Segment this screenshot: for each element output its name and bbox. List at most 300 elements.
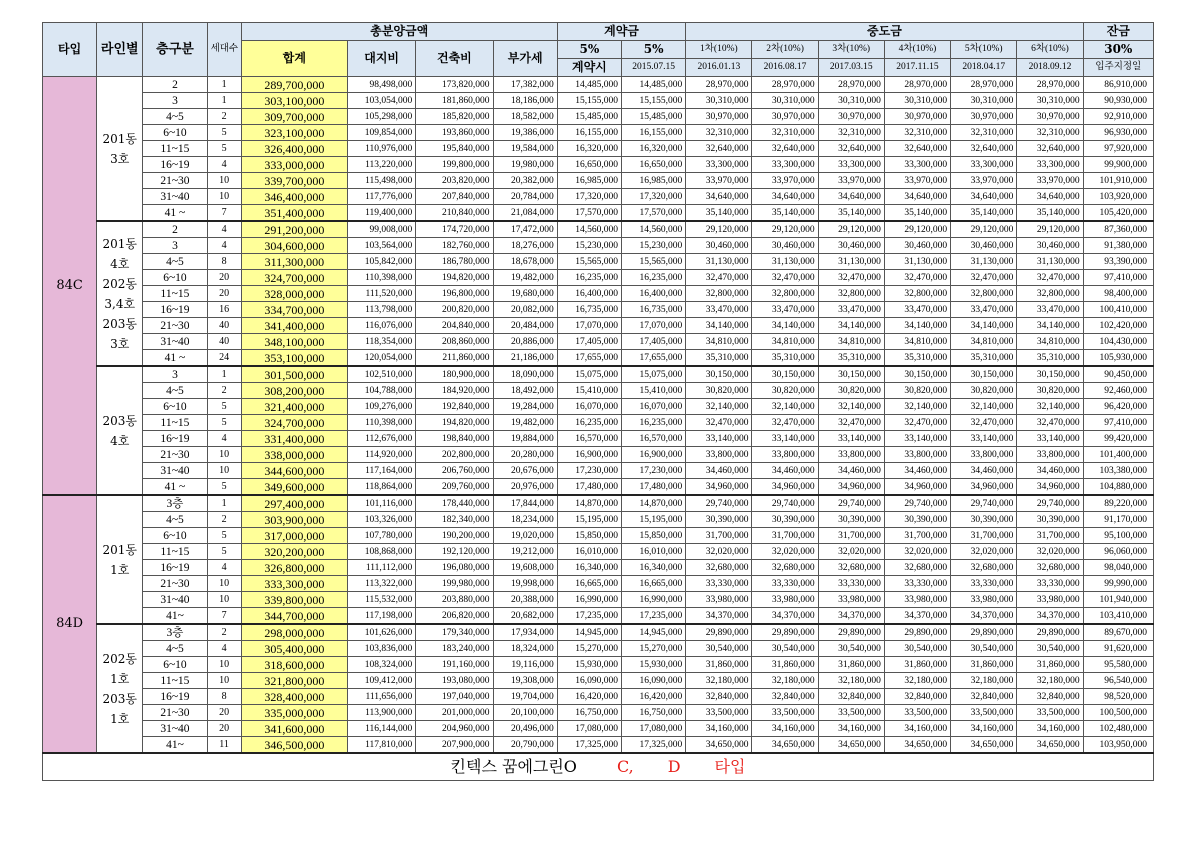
table-cell: 30,150,000 [818,366,884,383]
table-cell: 30,820,000 [818,383,884,399]
table-cell: 96,930,000 [1083,125,1153,141]
table-cell: 7 [207,608,241,625]
table-header [43,23,1154,77]
table-cell: 30,390,000 [686,512,752,528]
table-cell: 19,680,000 [493,286,557,302]
table-cell: 30,460,000 [686,238,752,254]
table-cell: 32,840,000 [884,689,950,705]
table-cell: 4 [207,560,241,576]
table-cell: 31,130,000 [818,254,884,270]
table-cell: 34,160,000 [1017,721,1083,737]
table-cell: 19,884,000 [493,431,557,447]
table-cell: 95,100,000 [1083,528,1153,544]
table-cell: 304,600,000 [241,238,347,254]
table-cell: 17,230,000 [557,463,621,479]
table-row [43,415,1154,431]
table-cell: 34,810,000 [884,334,950,350]
table-cell: 2 [207,624,241,641]
table-cell: 2 [207,512,241,528]
table-cell: 16,900,000 [557,447,621,463]
table-cell: 34,810,000 [752,334,818,350]
table-cell: 33,330,000 [951,576,1017,592]
table-cell: 33,470,000 [951,302,1017,318]
table-cell: 1 [207,366,241,383]
table-cell: 33,970,000 [752,173,818,189]
table-cell: 34,140,000 [818,318,884,334]
table-cell: 301,500,000 [241,366,347,383]
table-cell: 32,020,000 [686,544,752,560]
header-total-group: 총분양금액 [241,23,557,41]
table-row [43,350,1154,367]
table-cell: 31~40 [143,334,207,350]
table-cell: 15,410,000 [622,383,686,399]
table-cell: 4~5 [143,109,207,125]
table-cell: 35,310,000 [752,350,818,367]
table-cell: 30,460,000 [752,238,818,254]
table-cell: 211,860,000 [416,350,493,367]
table-row [43,238,1154,254]
table-cell: 16,235,000 [622,270,686,286]
header-deposit-group: 계약금 [557,23,685,41]
table-cell: 41~ [143,608,207,625]
table-cell: 35,140,000 [884,205,950,222]
table-cell: 30,390,000 [1017,512,1083,528]
table-cell: 197,040,000 [416,689,493,705]
table-cell: 17,070,000 [622,318,686,334]
table-cell: 4 [207,221,241,238]
table-cell: 28,970,000 [818,77,884,93]
header-mid-1-date: 2016.01.13 [686,59,752,77]
table-cell: 5 [207,125,241,141]
table-cell: 20,382,000 [493,173,557,189]
table-cell: 105,298,000 [348,109,416,125]
table-cell: 16~19 [143,560,207,576]
table-cell: 92,910,000 [1083,109,1153,125]
table-cell: 31~40 [143,592,207,608]
table-cell: 30,820,000 [951,383,1017,399]
table-cell: 206,820,000 [416,608,493,625]
table-cell: 19,284,000 [493,399,557,415]
table-cell: 34,960,000 [686,479,752,496]
table-cell: 103,836,000 [348,641,416,657]
table-cell: 35,140,000 [818,205,884,222]
table-cell: 190,200,000 [416,528,493,544]
table-cell: 118,864,000 [348,479,416,496]
table-cell: 33,330,000 [884,576,950,592]
table-cell: 32,020,000 [951,544,1017,560]
table-cell: 32,640,000 [1017,141,1083,157]
table-cell: 33,980,000 [1017,592,1083,608]
table-cell: 15,075,000 [622,366,686,383]
table-cell: 41~ [143,737,207,754]
table-cell: 103,920,000 [1083,189,1153,205]
table-cell: 34,140,000 [752,318,818,334]
table-cell: 19,482,000 [493,415,557,431]
table-cell: 33,980,000 [884,592,950,608]
table-cell: 10 [207,592,241,608]
header-units: 세대수 [207,23,241,77]
table-cell: 110,398,000 [348,270,416,286]
table-cell: 16,735,000 [557,302,621,318]
table-cell: 324,700,000 [241,415,347,431]
table-cell: 33,140,000 [951,431,1017,447]
header-dep2-date: 2015.07.15 [622,59,686,77]
table-cell: 31~40 [143,721,207,737]
table-cell: 108,324,000 [348,657,416,673]
table-cell: 113,220,000 [348,157,416,173]
table-cell: 16,090,000 [557,673,621,689]
table-cell: 11~15 [143,544,207,560]
table-cell: 30,460,000 [951,238,1017,254]
table-row [43,318,1154,334]
table-cell: 2 [143,77,207,93]
table-cell: 30,460,000 [818,238,884,254]
table-cell: 29,890,000 [1017,624,1083,641]
table-cell: 35,140,000 [686,205,752,222]
table-cell: 28,970,000 [752,77,818,93]
table-cell: 6~10 [143,657,207,673]
table-cell: 33,800,000 [884,447,950,463]
table-cell: 303,900,000 [241,512,347,528]
footer-type-suffix: 타입 [714,757,746,776]
header-balance-pct: 30% [1083,41,1153,59]
table-cell: 1 [207,77,241,93]
table-cell: 6~10 [143,125,207,141]
table-cell: 33,140,000 [686,431,752,447]
table-cell: 107,780,000 [348,528,416,544]
table-row [43,673,1154,689]
table-cell: 96,060,000 [1083,544,1153,560]
table-cell: 33,500,000 [686,705,752,721]
table-cell: 29,740,000 [818,495,884,512]
table-cell: 34,460,000 [884,463,950,479]
table-cell: 193,080,000 [416,673,493,689]
table-cell: 32,800,000 [951,286,1017,302]
table-cell: 19,980,000 [493,157,557,173]
table-cell: 33,800,000 [686,447,752,463]
table-cell: 204,960,000 [416,721,493,737]
line-cell: 203동 4호 [97,366,143,495]
header-sum: 합계 [241,41,347,77]
table-row [43,737,1154,754]
table-cell: 92,460,000 [1083,383,1153,399]
header-mid-4: 4차(10%) [884,41,950,59]
table-cell: 18,090,000 [493,366,557,383]
table-cell: 105,842,000 [348,254,416,270]
table-cell: 30,540,000 [752,641,818,657]
table-cell: 32,470,000 [951,415,1017,431]
table-cell: 111,520,000 [348,286,416,302]
table-row [43,334,1154,350]
table-cell: 333,000,000 [241,157,347,173]
table-cell: 91,380,000 [1083,238,1153,254]
table-cell: 180,900,000 [416,366,493,383]
header-mid-2: 2차(10%) [752,41,818,59]
table-cell: 15,565,000 [557,254,621,270]
table-cell: 34,160,000 [818,721,884,737]
table-cell: 28,970,000 [884,77,950,93]
table-cell: 334,700,000 [241,302,347,318]
table-cell: 33,970,000 [686,173,752,189]
table-cell: 33,140,000 [818,431,884,447]
table-cell: 34,640,000 [1017,189,1083,205]
table-cell: 35,310,000 [884,350,950,367]
table-cell: 34,960,000 [1017,479,1083,496]
table-cell: 32,140,000 [686,399,752,415]
table-cell: 40 [207,318,241,334]
table-cell: 34,650,000 [884,737,950,754]
table-cell: 5 [207,528,241,544]
table-cell: 104,880,000 [1083,479,1153,496]
table-cell: 29,740,000 [686,495,752,512]
footer-name: 킨텍스 꿈에그린O [450,757,577,776]
table-cell: 30,310,000 [752,93,818,109]
table-cell: 34,640,000 [686,189,752,205]
table-cell: 32,840,000 [818,689,884,705]
table-row [43,592,1154,608]
table-cell: 308,200,000 [241,383,347,399]
table-cell: 117,776,000 [348,189,416,205]
table-cell: 34,650,000 [1017,737,1083,754]
table-cell: 7 [207,205,241,222]
table-cell: 111,112,000 [348,560,416,576]
table-cell: 19,704,000 [493,689,557,705]
table-cell: 41 ~ [143,479,207,496]
table-cell: 32,680,000 [686,560,752,576]
table-cell: 113,798,000 [348,302,416,318]
table-cell: 32,840,000 [686,689,752,705]
table-cell: 182,340,000 [416,512,493,528]
table-cell: 31,130,000 [951,254,1017,270]
table-cell: 117,810,000 [348,737,416,754]
table-cell: 32,470,000 [818,415,884,431]
table-cell: 32,800,000 [884,286,950,302]
table-cell: 3 [143,238,207,254]
table-cell: 30,150,000 [1017,366,1083,383]
table-cell: 28,970,000 [1017,77,1083,93]
table-cell: 33,300,000 [818,157,884,173]
table-cell: 32,470,000 [884,415,950,431]
table-cell: 102,480,000 [1083,721,1153,737]
table-cell: 17,230,000 [622,463,686,479]
table-cell: 103,950,000 [1083,737,1153,754]
table-cell: 196,800,000 [416,286,493,302]
table-cell: 34,140,000 [884,318,950,334]
table-cell: 15,195,000 [557,512,621,528]
table-cell: 20,976,000 [493,479,557,496]
table-cell: 323,100,000 [241,125,347,141]
table-cell: 31,700,000 [752,528,818,544]
header-vat: 부가세 [493,41,557,77]
table-cell: 34,650,000 [686,737,752,754]
header-mid-6: 6차(10%) [1017,41,1083,59]
table-cell: 16,990,000 [622,592,686,608]
table-cell: 33,470,000 [884,302,950,318]
table-cell: 117,198,000 [348,608,416,625]
table-cell: 101,116,000 [348,495,416,512]
table-cell: 34,460,000 [951,463,1017,479]
table-cell: 109,412,000 [348,673,416,689]
table-cell: 17,382,000 [493,77,557,93]
table-cell: 14,870,000 [622,495,686,512]
table-cell: 17,325,000 [557,737,621,754]
table-cell: 109,854,000 [348,125,416,141]
table-cell: 35,310,000 [951,350,1017,367]
table-cell: 101,626,000 [348,624,416,641]
table-cell: 32,180,000 [686,673,752,689]
table-cell: 20 [207,270,241,286]
table-cell: 33,300,000 [951,157,1017,173]
table-cell: 30,390,000 [951,512,1017,528]
table-cell: 32,680,000 [752,560,818,576]
table-cell: 5 [207,544,241,560]
table-cell: 100,410,000 [1083,302,1153,318]
table-cell: 33,500,000 [1017,705,1083,721]
footer-title [43,753,1154,781]
table-cell: 32,470,000 [686,270,752,286]
table-cell: 103,564,000 [348,238,416,254]
table-cell: 210,840,000 [416,205,493,222]
table-cell: 199,980,000 [416,576,493,592]
table-cell: 17,844,000 [493,495,557,512]
table-cell: 17,235,000 [622,608,686,625]
table-cell: 15,565,000 [622,254,686,270]
table-row [43,657,1154,673]
table-cell: 17,655,000 [622,350,686,367]
table-cell: 33,300,000 [686,157,752,173]
table-cell: 34,650,000 [818,737,884,754]
table-cell: 34,810,000 [818,334,884,350]
table-cell: 16,570,000 [622,431,686,447]
table-cell: 33,330,000 [1017,576,1083,592]
table-cell: 20,682,000 [493,608,557,625]
table-cell: 34,650,000 [951,737,1017,754]
header-balance-sub: 입주지정일 [1083,59,1153,77]
table-cell: 30,540,000 [1017,641,1083,657]
table-cell: 31,130,000 [1017,254,1083,270]
table-cell: 194,820,000 [416,270,493,286]
table-cell: 32,640,000 [884,141,950,157]
table-cell: 29,120,000 [818,221,884,238]
table-cell: 11~15 [143,141,207,157]
table-cell: 289,700,000 [241,77,347,93]
table-cell: 34,960,000 [884,479,950,496]
table-cell: 16~19 [143,157,207,173]
table-cell: 17,325,000 [622,737,686,754]
table-row [43,721,1154,737]
table-cell: 178,440,000 [416,495,493,512]
table-cell: 16,340,000 [557,560,621,576]
table-cell: 17,472,000 [493,221,557,238]
table-cell: 201,000,000 [416,705,493,721]
table-cell: 29,890,000 [884,624,950,641]
table-cell: 32,180,000 [752,673,818,689]
table-row [43,463,1154,479]
table-cell: 93,390,000 [1083,254,1153,270]
line-cell: 202동 1호 203동 1호 [97,624,143,753]
table-cell: 101,400,000 [1083,447,1153,463]
header-floor: 층구분 [143,23,207,77]
table-cell: 16,990,000 [557,592,621,608]
table-cell: 31,860,000 [752,657,818,673]
table-cell: 20,790,000 [493,737,557,754]
table-cell: 113,900,000 [348,705,416,721]
table-cell: 20,082,000 [493,302,557,318]
table-cell: 17,480,000 [557,479,621,496]
table-cell: 32,470,000 [686,415,752,431]
table-cell: 34,960,000 [818,479,884,496]
table-cell: 33,970,000 [884,173,950,189]
table-cell: 19,584,000 [493,141,557,157]
table-cell: 199,800,000 [416,157,493,173]
table-cell: 30,820,000 [1017,383,1083,399]
table-cell: 32,680,000 [818,560,884,576]
table-cell: 21~30 [143,705,207,721]
table-cell: 34,650,000 [752,737,818,754]
table-cell: 33,800,000 [752,447,818,463]
table-row [43,189,1154,205]
table-cell: 344,600,000 [241,463,347,479]
table-cell: 98,400,000 [1083,286,1153,302]
table-cell: 32,020,000 [818,544,884,560]
table-cell: 34,640,000 [818,189,884,205]
table-cell: 321,400,000 [241,399,347,415]
table-cell: 16,665,000 [557,576,621,592]
header-mid-3-date: 2017.03.15 [818,59,884,77]
table-cell: 16,985,000 [557,173,621,189]
table-cell: 34,960,000 [752,479,818,496]
table-cell: 96,420,000 [1083,399,1153,415]
table-cell: 30,970,000 [752,109,818,125]
table-cell: 119,400,000 [348,205,416,222]
table-cell: 21~30 [143,318,207,334]
table-cell: 30,150,000 [752,366,818,383]
table-cell: 339,700,000 [241,173,347,189]
table-cell: 32,180,000 [818,673,884,689]
table-cell: 35,140,000 [1017,205,1083,222]
table-cell: 32,310,000 [818,125,884,141]
table-cell: 16,900,000 [622,447,686,463]
table-cell: 32,800,000 [818,286,884,302]
table-cell: 18,492,000 [493,383,557,399]
table-cell: 34,160,000 [752,721,818,737]
table-cell: 326,800,000 [241,560,347,576]
table-cell: 16,570,000 [557,431,621,447]
table-cell: 16,750,000 [622,705,686,721]
table-cell: 10 [207,447,241,463]
table-cell: 20,100,000 [493,705,557,721]
table-cell: 120,054,000 [348,350,416,367]
table-cell: 346,500,000 [241,737,347,754]
table-cell: 35,140,000 [951,205,1017,222]
table-cell: 19,608,000 [493,560,557,576]
table-cell: 15,850,000 [622,528,686,544]
table-cell: 32,310,000 [686,125,752,141]
table-cell: 105,930,000 [1083,350,1153,367]
table-cell: 320,200,000 [241,544,347,560]
table-cell: 17,405,000 [622,334,686,350]
table-cell: 19,212,000 [493,544,557,560]
table-cell: 32,680,000 [1017,560,1083,576]
table-cell: 14,485,000 [557,77,621,93]
table-cell: 30,310,000 [686,93,752,109]
table-cell: 30,820,000 [884,383,950,399]
table-cell: 32,310,000 [752,125,818,141]
table-cell: 16,010,000 [622,544,686,560]
line-cell: 201동 3호 [97,77,143,222]
table-cell: 115,498,000 [348,173,416,189]
table-cell: 10 [207,657,241,673]
